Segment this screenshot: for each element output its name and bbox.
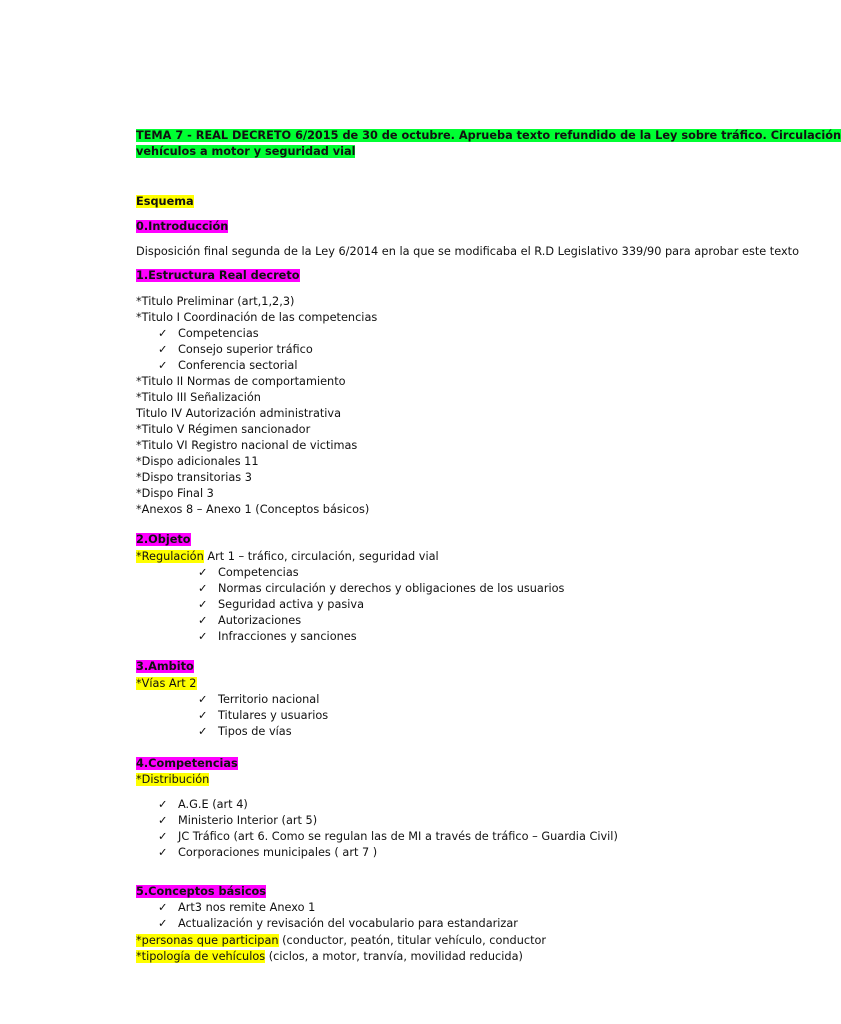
list-item: ✓ Titulares y usuarios xyxy=(198,709,329,722)
list-item: ✓ Seguridad activa y pasiva xyxy=(198,598,364,611)
list-item: ✓ Consejo superior tráfico xyxy=(158,343,313,356)
check-icon: ✓ xyxy=(198,614,208,627)
check-icon: ✓ xyxy=(158,830,168,843)
list-item: ✓ Tipos de vías xyxy=(198,725,292,738)
check-icon: ✓ xyxy=(158,846,168,859)
list-item: *Dispo Final 3 xyxy=(136,487,214,500)
list-item: *Titulo VI Registro nacional de victimas xyxy=(136,439,358,452)
check-icon: ✓ xyxy=(158,343,168,356)
list-item: ✓ Competencias xyxy=(198,566,299,579)
section-0-text: Disposición final segunda de la Ley 6/2014 en la que se modificaba el R.D Legislativo 339/90 para aprobar este texto xyxy=(136,245,800,258)
list-item: ✓ Actualización y revisación del vocabulario para estandarizar xyxy=(158,917,518,930)
list-item: ✓ A.G.E (art 4) xyxy=(158,798,248,811)
check-icon: ✓ xyxy=(158,798,168,811)
list-item: *Titulo I Coordinación de las competencias xyxy=(136,311,378,324)
list-item: ✓ Competencias xyxy=(158,327,259,340)
list-item: *Dispo transitorias 3 xyxy=(136,471,252,484)
list-item: ✓ Ministerio Interior (art 5) xyxy=(158,814,318,827)
check-icon: ✓ xyxy=(198,566,208,579)
title-line-2: vehículos a motor y seguridad vial xyxy=(136,145,356,158)
list-item: *Dispo adicionales 11 xyxy=(136,455,259,468)
check-icon: ✓ xyxy=(158,901,168,914)
check-icon: ✓ xyxy=(158,359,168,372)
section-0-heading: 0.Introducción xyxy=(136,220,229,233)
check-icon: ✓ xyxy=(198,725,208,738)
list-item: *Titulo II Normas de comportamiento xyxy=(136,375,346,388)
list-item: ✓ Territorio nacional xyxy=(198,693,320,706)
list-item: ✓ Corporaciones municipales ( art 7 ) xyxy=(158,846,378,859)
list-item: ✓ Infracciones y sanciones xyxy=(198,630,357,643)
esquema-heading: Esquema xyxy=(136,195,194,208)
check-icon: ✓ xyxy=(198,630,208,643)
list-item: *Titulo Preliminar (art,1,2,3) xyxy=(136,295,295,308)
section-1-heading: 1.Estructura Real decreto xyxy=(136,269,300,282)
check-icon: ✓ xyxy=(198,598,208,611)
section-4-label: *Distribución xyxy=(136,773,210,786)
list-item: ✓ JC Tráfico (art 6. Como se regulan las de MI a través de tráfico – Guardia Civil) xyxy=(158,830,618,843)
list-item: *Titulo III Señalización xyxy=(136,391,261,404)
check-icon: ✓ xyxy=(158,327,168,340)
check-icon: ✓ xyxy=(198,709,208,722)
check-icon: ✓ xyxy=(158,917,168,930)
list-item: *Titulo V Régimen sancionador xyxy=(136,423,311,436)
section-3-label: *Vías Art 2 xyxy=(136,677,197,690)
section-3-heading: 3.Ambito xyxy=(136,660,194,673)
title-line-1: TEMA 7 - REAL DECRETO 6/2015 de 30 de octubre. Aprueba texto refundido de la Ley sobre tráfico. Circulación xyxy=(136,129,841,142)
list-item: Titulo IV Autorización administrativa xyxy=(136,407,342,420)
list-item: ✓ Conferencia sectorial xyxy=(158,359,298,372)
check-icon: ✓ xyxy=(198,582,208,595)
check-icon: ✓ xyxy=(158,814,168,827)
section-4-heading: 4.Competencias xyxy=(136,757,238,770)
section-2-label: *Regulación Art 1 – tráfico, circulación, seguridad vial xyxy=(136,550,439,563)
list-item: ✓ Autorizaciones xyxy=(198,614,302,627)
list-item: ✓ Normas circulación y derechos y obligaciones de los usuarios xyxy=(198,582,565,595)
section-5-label-2: *tipología de vehículos (ciclos, a motor, tranvía, movilidad reducida) xyxy=(136,950,523,963)
section-5-label-1: *personas que participan (conductor, peatón, titular vehículo, conductor xyxy=(136,934,547,947)
check-icon: ✓ xyxy=(198,693,208,706)
section-2-heading: 2.Objeto xyxy=(136,533,191,546)
list-item: *Anexos 8 – Anexo 1 (Conceptos básicos) xyxy=(136,503,370,516)
list-item: ✓ Art3 nos remite Anexo 1 xyxy=(158,901,316,914)
section-5-heading: 5.Conceptos básicos xyxy=(136,885,266,898)
